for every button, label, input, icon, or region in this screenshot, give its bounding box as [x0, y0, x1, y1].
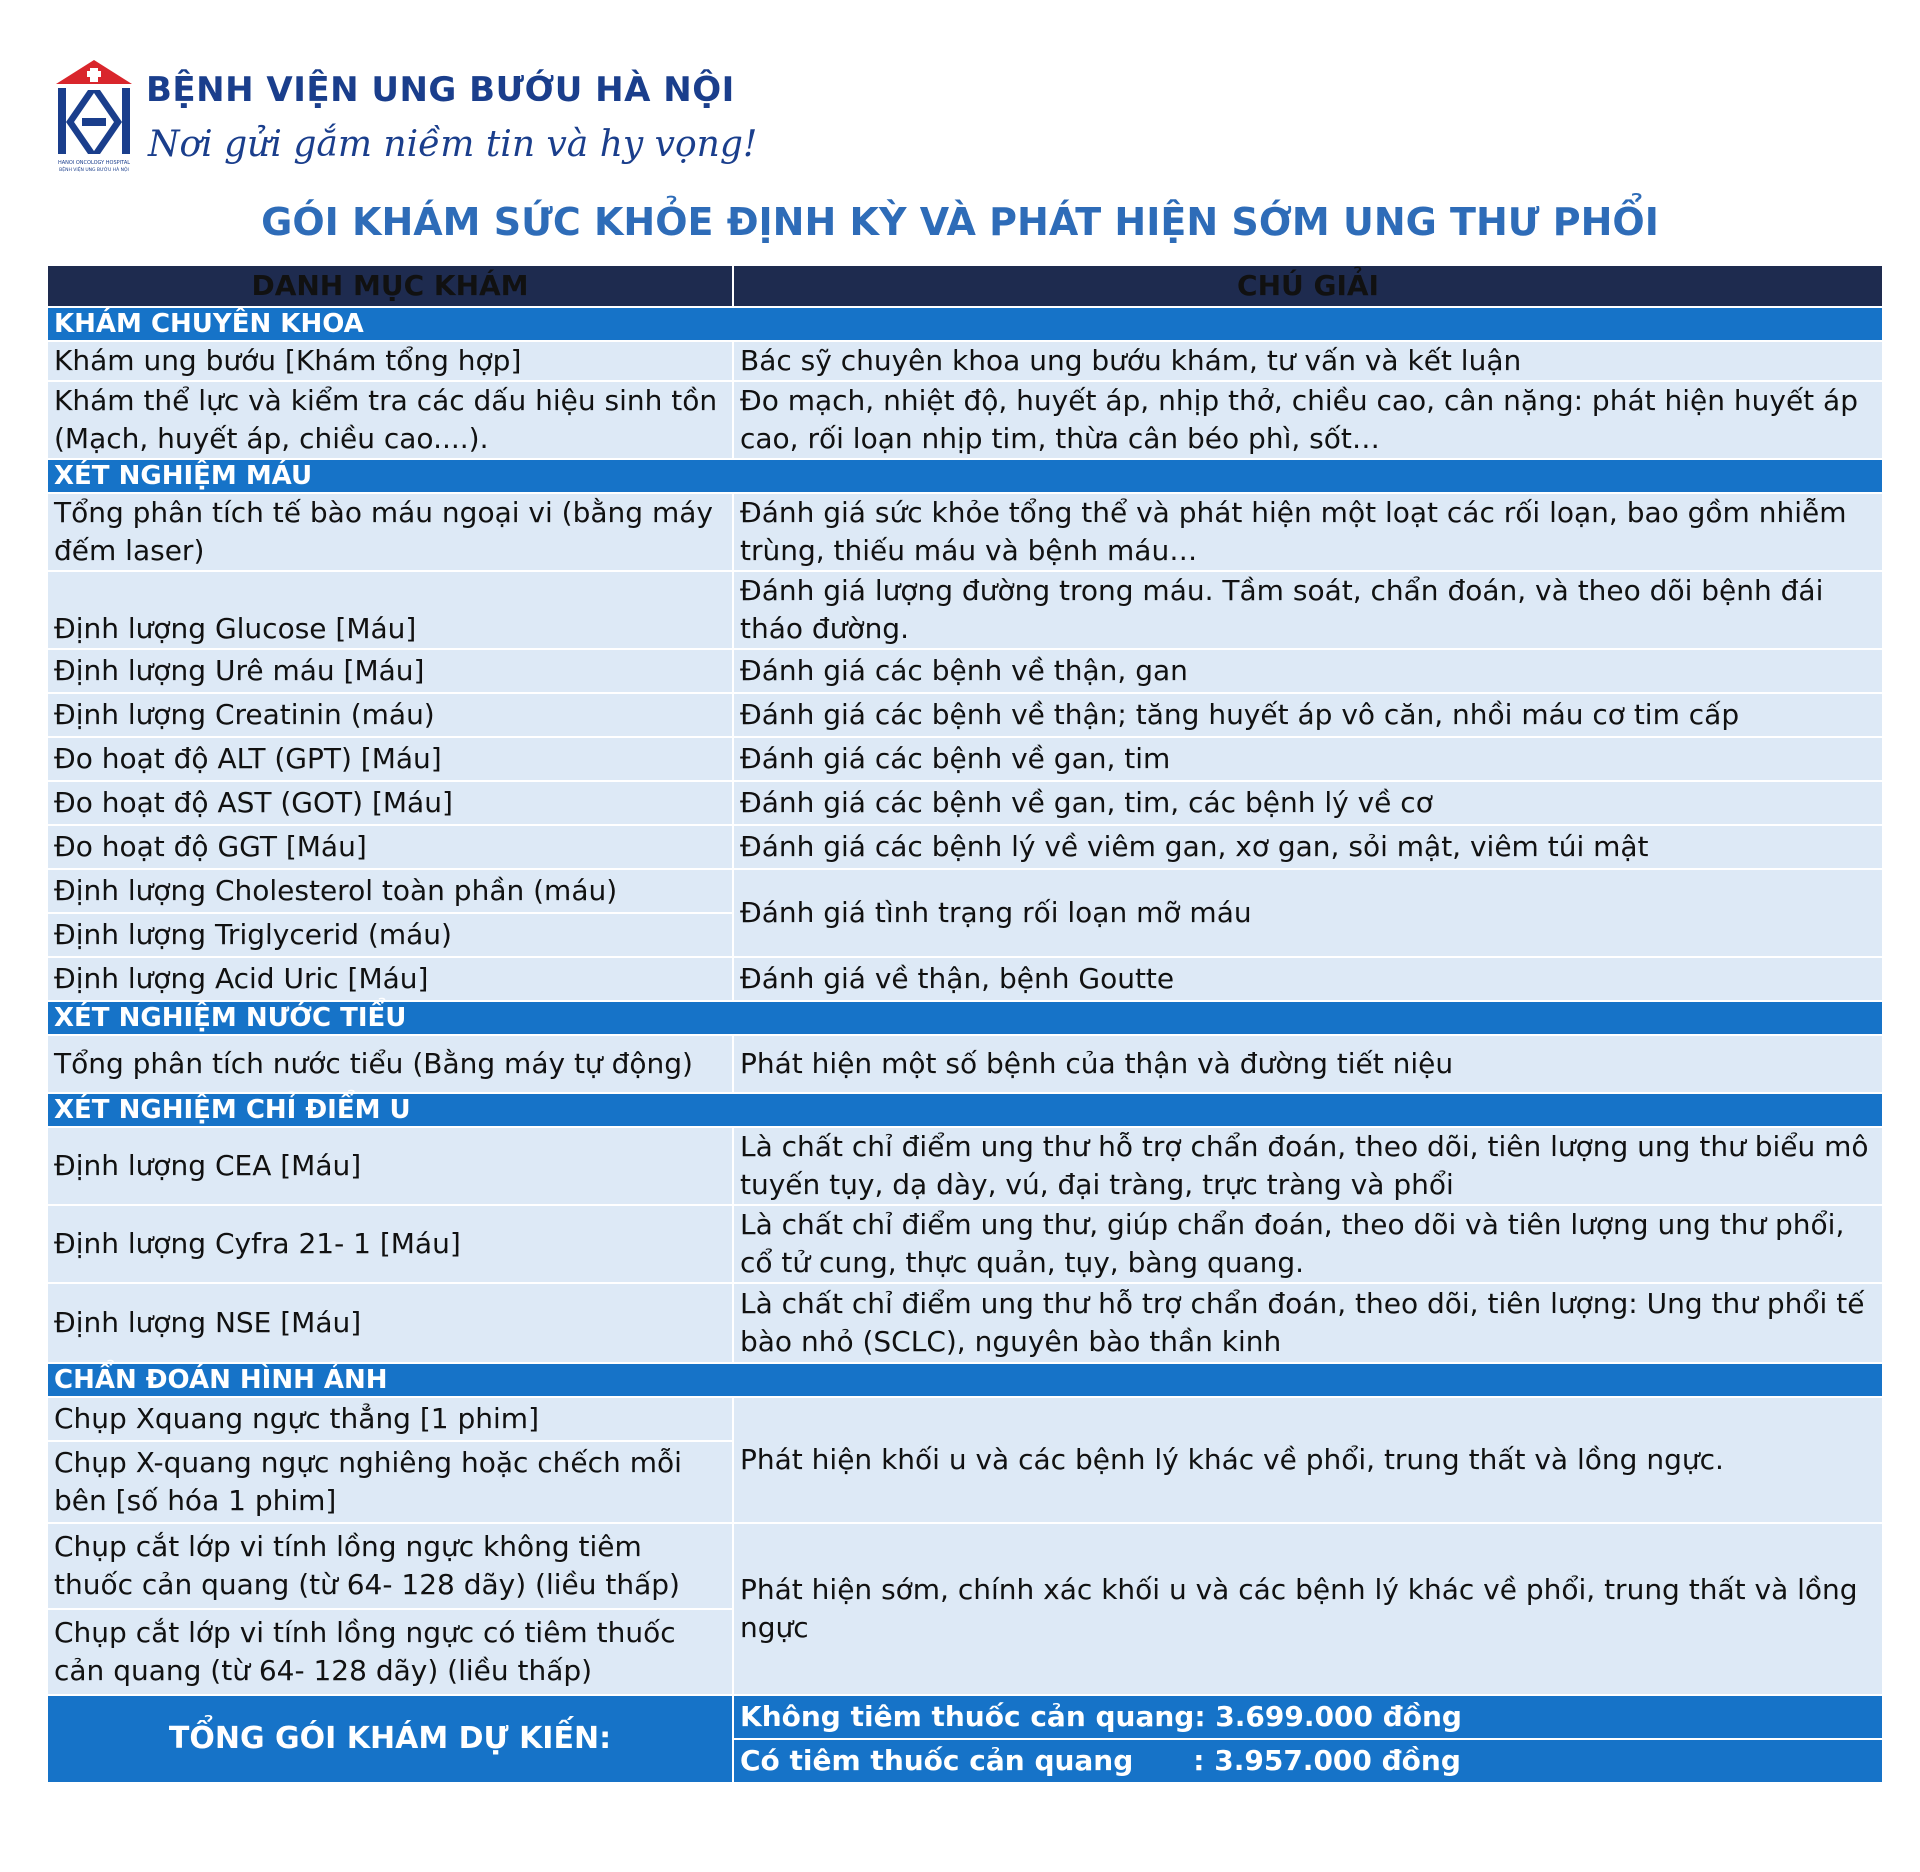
exam-item: Định lượng Cholesterol toàn phần (máu): [47, 869, 733, 913]
section-row: [47, 459, 1883, 493]
logo-small-text: HANOI ONCOLOGY HOSPITAL: [57, 160, 131, 166]
exam-item: Đo hoạt độ ALT (GPT) [Máu]: [47, 737, 733, 781]
section-row: [47, 1093, 1883, 1127]
table-row: [47, 1205, 1883, 1283]
exam-item: Chụp cắt lớp vi tính lồng ngực không tiêm thuốc cản quang (từ 64- 128 dãy) (liều thấp): [47, 1523, 733, 1609]
exam-item: Đo hoạt độ GGT [Máu]: [47, 825, 733, 869]
exam-note: Phát hiện sớm, chính xác khối u và các bệnh lý khác về phổi, trung thất và lồng ngực: [733, 1523, 1883, 1695]
section-title: KHÁM CHUYÊN KHOA: [47, 307, 1883, 341]
section-title: XÉT NGHIỆM CHỈ ĐIỂM U: [47, 1093, 1883, 1127]
exam-note: Đánh giá các bệnh lý về viêm gan, xơ gan, sỏi mật, viêm túi mật: [733, 825, 1883, 869]
total-option-price: : 3.957.000 đồng: [1193, 1744, 1461, 1777]
table-row: [47, 1397, 1883, 1441]
hospital-logo-icon: [54, 58, 134, 174]
column-header-notes: CHÚ GIẢI: [733, 265, 1883, 307]
column-header-exam-items: DANH MỤC KHÁM: [47, 265, 733, 307]
table-row: [47, 737, 1883, 781]
table-row: [47, 493, 1883, 571]
total-price-no-contrast: Không tiêm thuốc cản quang: 3.699.000 đồng: [733, 1695, 1883, 1739]
table-row: [47, 693, 1883, 737]
exam-note: Đánh giá lượng đường trong máu. Tầm soát, chẩn đoán, và theo dõi bệnh đái tháo đường.: [733, 571, 1883, 649]
exam-note: Là chất chỉ điểm ung thư hỗ trợ chẩn đoán, theo dõi, tiên lượng ung thư biểu mô tuyến tụy, dạ dày, vú, đại tràng, trực tràng và phổi: [733, 1127, 1883, 1205]
exam-item: Định lượng Cyfra 21- 1 [Máu]: [47, 1205, 733, 1283]
total-row: [47, 1695, 1883, 1739]
table-row: [47, 381, 1883, 459]
exam-item: Tổng phân tích tế bào máu ngoại vi (bằng máy đếm laser): [47, 493, 733, 571]
exam-item: Định lượng Acid Uric [Máu]: [47, 957, 733, 1001]
logo-small-text-2: BỆNH VIỆN UNG BƯỚU HÀ NỘI: [59, 168, 129, 173]
table-row: [47, 649, 1883, 693]
exam-note: Đánh giá các bệnh về thận, gan: [733, 649, 1883, 693]
table-row: [47, 781, 1883, 825]
exam-item: Định lượng Glucose [Máu]: [47, 571, 733, 649]
exam-note: Đo mạch, nhiệt độ, huyết áp, nhịp thở, chiều cao, cân nặng: phát hiện huyết áp cao, rối loạn nhịp tim, thừa cân béo phì, sốt…: [733, 381, 1883, 459]
hospital-name: BỆNH VIỆN UNG BƯỚU HÀ NỘI: [146, 70, 735, 110]
total-price-with-contrast: [733, 1739, 1883, 1783]
table-row: [47, 1523, 1883, 1609]
exam-item: Định lượng Urê máu [Máu]: [47, 649, 733, 693]
exam-item: Định lượng CEA [Máu]: [47, 1127, 733, 1205]
section-title: XÉT NGHIỆM MÁU: [47, 459, 1883, 493]
total-option-name: Có tiêm thuốc cản quang: [740, 1744, 1134, 1777]
exam-note: Phát hiện một số bệnh của thận và đường tiết niệu: [733, 1035, 1883, 1093]
table-row: [47, 1283, 1883, 1363]
exam-item: Tổng phân tích nước tiểu (Bằng máy tự động): [47, 1035, 733, 1093]
exam-item: Chụp X-quang ngực nghiêng hoặc chếch mỗi bên [số hóa 1 phim]: [47, 1441, 733, 1523]
exam-note: Đánh giá các bệnh về thận; tăng huyết áp vô căn, nhồi máu cơ tim cấp: [733, 693, 1883, 737]
hospital-header: [54, 58, 758, 178]
table-row: [47, 1035, 1883, 1093]
section-title: CHẨN ĐOÁN HÌNH ẢNH: [47, 1363, 1883, 1397]
page-title: GÓI KHÁM SỨC KHỎE ĐỊNH KỲ VÀ PHÁT HIỆN SỚM UNG THƯ PHỔI: [261, 200, 1659, 244]
exam-note: Bác sỹ chuyên khoa ung bướu khám, tư vấn và kết luận: [733, 341, 1883, 381]
exam-note: Đánh giá các bệnh về gan, tim: [733, 737, 1883, 781]
table-row: [47, 571, 1883, 649]
section-title: XÉT NGHIỆM NƯỚC TIỂU: [47, 1001, 1883, 1035]
exam-item: Chụp Xquang ngực thẳng [1 phim]: [47, 1397, 733, 1441]
table-header-row: [47, 265, 1883, 307]
total-label: TỔNG GÓI KHÁM DỰ KIẾN:: [47, 1695, 733, 1783]
exam-note: Đánh giá về thận, bệnh Goutte: [733, 957, 1883, 1001]
exam-item: Định lượng Triglycerid (máu): [47, 913, 733, 957]
exam-item: Khám ung bướu [Khám tổng hợp]: [47, 341, 733, 381]
exam-item: Đo hoạt độ AST (GOT) [Máu]: [47, 781, 733, 825]
table-row: [47, 869, 1883, 913]
exam-item: Khám thể lực và kiểm tra các dấu hiệu sinh tồn (Mạch, huyết áp, chiều cao....).: [47, 381, 733, 459]
exam-note: Phát hiện khối u và các bệnh lý khác về phổi, trung thất và lồng ngực.: [733, 1397, 1883, 1523]
exam-note: Đánh giá tình trạng rối loạn mỡ máu: [733, 869, 1883, 957]
exam-item: Định lượng NSE [Máu]: [47, 1283, 733, 1363]
section-row: [47, 1363, 1883, 1397]
table-row: [47, 825, 1883, 869]
exam-package-table: [46, 264, 1884, 1784]
exam-note: Đánh giá các bệnh về gan, tim, các bệnh lý về cơ: [733, 781, 1883, 825]
table-row: [47, 341, 1883, 381]
hospital-slogan: Nơi gửi gắm niềm tin và hy vọng!: [148, 124, 758, 165]
exam-note: Đánh giá sức khỏe tổng thể và phát hiện một loạt các rối loạn, bao gồm nhiễm trùng, thiếu máu và bệnh máu…: [733, 493, 1883, 571]
table-row: [47, 957, 1883, 1001]
exam-note: Là chất chỉ điểm ung thư, giúp chẩn đoán, theo dõi và tiên lượng ung thư phổi, cổ tử cung, thực quản, tụy, bàng quang.: [733, 1205, 1883, 1283]
table-row: [47, 1127, 1883, 1205]
exam-note: Là chất chỉ điểm ung thư hỗ trợ chẩn đoán, theo dõi, tiên lượng: Ung thư phổi tế bào nhỏ (SCLC), nguyên bào thần kinh: [733, 1283, 1883, 1363]
exam-item: Chụp cắt lớp vi tính lồng ngực có tiêm thuốc cản quang (từ 64- 128 dãy) (liều thấp): [47, 1609, 733, 1695]
section-row: [47, 1001, 1883, 1035]
exam-item: Định lượng Creatinin (máu): [47, 693, 733, 737]
section-row: [47, 307, 1883, 341]
